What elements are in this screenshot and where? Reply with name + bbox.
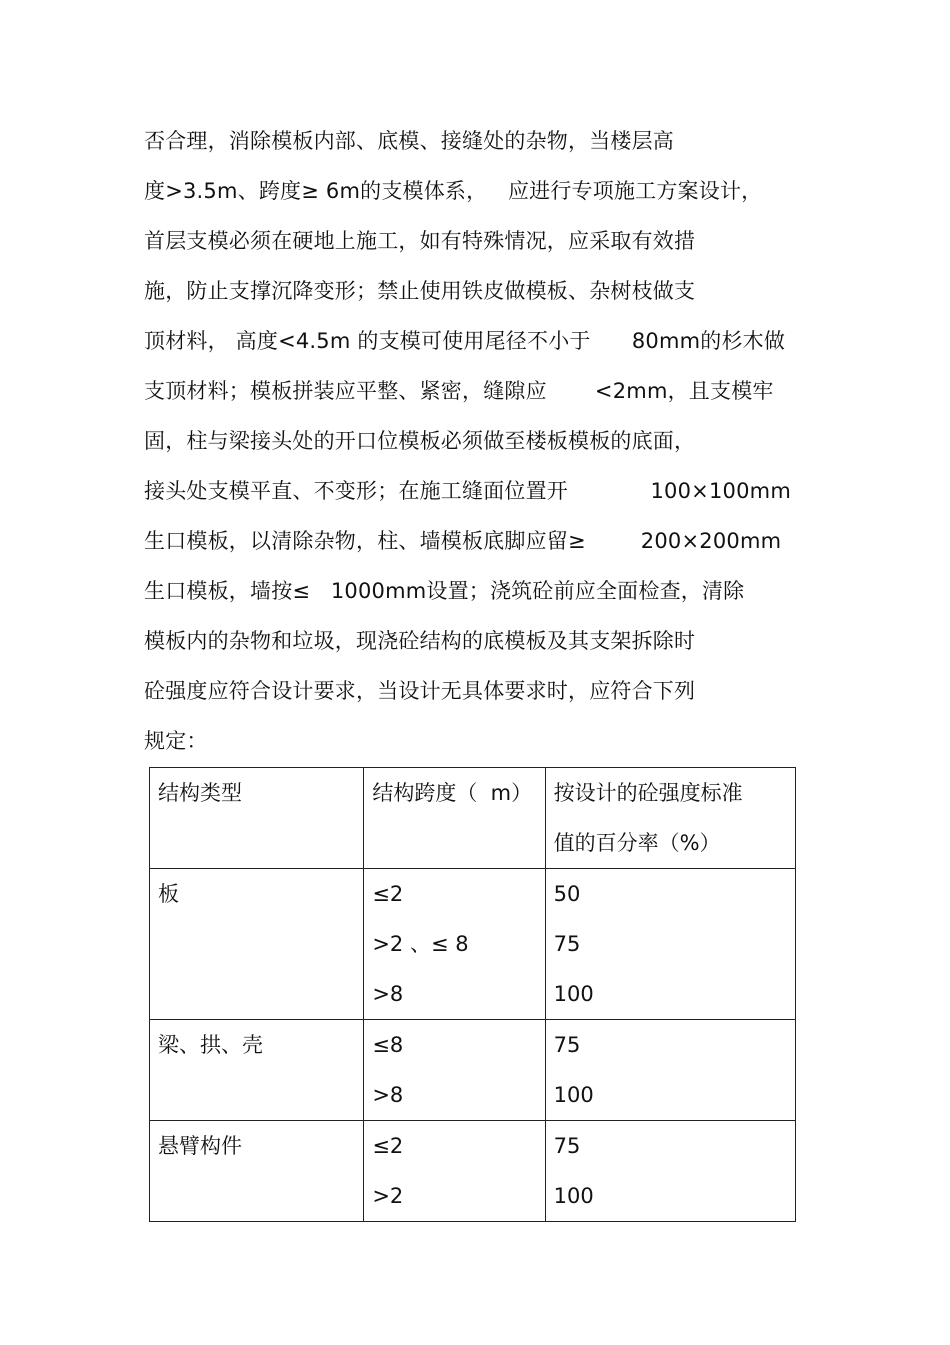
cell-span xyxy=(364,869,545,1020)
cell-strength-percent xyxy=(545,1121,795,1222)
cell-structure-type xyxy=(150,869,364,1020)
cell-text: 板 xyxy=(158,882,179,906)
table-row xyxy=(150,1121,796,1222)
paragraph-line-2: 度>3.5m、跨度≥ 6m的支模体系， 应进行专项施工方案设计， xyxy=(144,179,763,203)
cell-span xyxy=(364,1121,545,1222)
paragraph-line-6: 支顶材料；模板拼装应平整、紧密，缝隙应 <2mm，且支模牢 xyxy=(144,379,774,403)
cell-structure-type xyxy=(150,1121,364,1222)
cell-text: 75 xyxy=(553,1033,581,1057)
cell-text: ≤8 xyxy=(372,1033,404,1057)
cell-text: 梁、拱、壳 xyxy=(158,1033,263,1057)
cell-text: 75 xyxy=(553,1134,581,1158)
paragraph-line-1: 否合理，消除模板内部、底模、接缝处的杂物，当楼层高 xyxy=(144,129,674,153)
cell-text: >2 、≤ 8 xyxy=(372,932,469,956)
header-strength-percent xyxy=(545,768,795,869)
formwork-removal-strength-table xyxy=(149,767,796,1222)
cell-text: 50 xyxy=(553,882,581,906)
paragraph-line-3: 首层支模必须在硬地上施工，如有特殊情况，应采取有效措 xyxy=(144,229,696,253)
table-row xyxy=(150,869,796,1020)
paragraph-line-8: 接头处支模平直、不变形；在施工缝面位置开 100×100mm xyxy=(144,479,791,503)
paragraph-line-4: 施，防止支撑沉降变形；禁止使用铁皮做模板、杂树枝做支 xyxy=(144,279,696,303)
cell-text: 悬臂构件 xyxy=(158,1134,242,1158)
cell-strength-percent xyxy=(545,869,795,1020)
cell-span xyxy=(364,1020,545,1121)
paragraph-line-10: 生口模板，墙按≤ 1000mm设置；浇筑砼前应全面检查，清除 xyxy=(144,579,745,603)
paragraph-line-9: 生口模板，以清除杂物，柱、墙模板底脚应留≥ 200×200mm xyxy=(144,529,782,553)
paragraph-line-11: 模板内的杂物和垃圾，现浇砼结构的底模板及其支架拆除时 xyxy=(144,629,696,653)
header-structure-type xyxy=(150,768,364,869)
header-text: 按设计的砼强度标准 xyxy=(553,781,743,805)
cell-text: ≤2 xyxy=(372,1134,404,1158)
paragraph-line-7: 固，柱与梁接头处的开口位模板必须做至楼板模板的底面， xyxy=(144,429,696,453)
header-text: 值的百分率（%） xyxy=(553,831,721,855)
header-text: 结构跨度（ m） xyxy=(372,781,533,805)
cell-text: ≤2 xyxy=(372,882,404,906)
cell-text: 75 xyxy=(553,932,581,956)
cell-strength-percent xyxy=(545,1020,795,1121)
paragraph-line-13: 规定： xyxy=(144,729,208,753)
cell-structure-type xyxy=(150,1020,364,1121)
header-text: 结构类型 xyxy=(158,781,242,805)
cell-text: >8 xyxy=(372,982,404,1006)
paragraph-line-5: 顶材料， 高度<4.5m 的支模可使用尾径不小于 80mm的杉木做 xyxy=(144,329,786,353)
header-span xyxy=(364,768,545,869)
table-header-row xyxy=(150,768,796,869)
cell-text: 100 xyxy=(553,1184,594,1208)
table-row xyxy=(150,1020,796,1121)
cell-text: >2 xyxy=(372,1184,404,1208)
paragraph-line-12: 砼强度应符合设计要求，当设计无具体要求时，应符合下列 xyxy=(144,679,696,703)
cell-text: >8 xyxy=(372,1083,404,1107)
cell-text: 100 xyxy=(553,1083,594,1107)
cell-text: 100 xyxy=(553,982,594,1006)
